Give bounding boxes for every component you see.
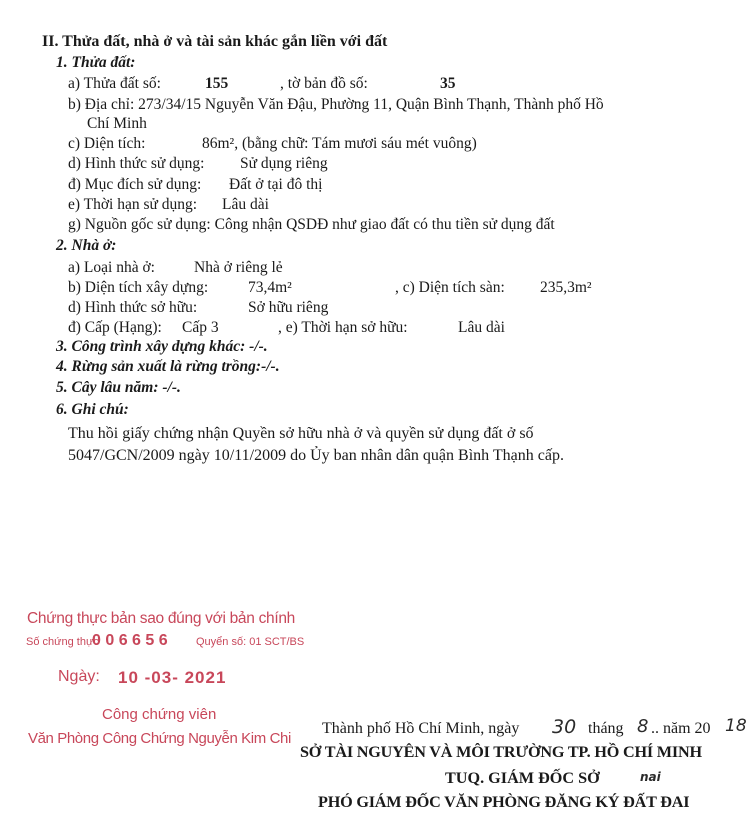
use-form-value: Sử dụng riêng [240, 155, 328, 172]
year-label: .. năm 20 [651, 720, 711, 737]
grade-label: đ) Cấp (Hạng): [68, 319, 162, 336]
purpose-value: Đất ở tại đô thị [229, 176, 323, 193]
use-form-label: d) Hình thức sử dụng: [68, 155, 205, 172]
own-term-label: , e) Thời hạn sở hữu: [278, 319, 408, 336]
notes-line-2: 5047/GCN/2009 ngày 10/11/2009 do Ủy ban nhân dân quận Bình Thạnh cấp. [68, 447, 564, 464]
build-area-value: 73,4m² [248, 279, 292, 296]
term-value: Lâu dài [222, 196, 269, 213]
sign-month: 8 [637, 716, 649, 737]
stamp-line-1: Chứng thực bản sao đúng với bản chính [27, 610, 295, 627]
area-label: c) Diện tích: [68, 135, 146, 152]
month-label: tháng [588, 720, 624, 737]
house-heading: 2. Nhà ở: [56, 237, 117, 254]
stamp-cert-number: 0 0 6 6 5 6 [92, 632, 168, 649]
signature-authority-handwriting: nai [640, 770, 661, 784]
house-type-label: a) Loại nhà ở: [68, 259, 155, 276]
notes-line-1: Thu hồi giấy chứng nhận Quyền sở hữu nhà ở và quyền sử dụng đất ở số [68, 425, 534, 442]
forest: 4. Rừng sản xuất là rừng trồng:-/-. [56, 358, 280, 375]
area-value: 86m², (bằng chữ: Tám mươi sáu mét vuông) [202, 135, 477, 152]
own-form-value: Sở hữu riêng [248, 299, 329, 316]
address-line-1: b) Địa chỉ: 273/34/15 Nguyễn Văn Đậu, Phường 11, Quận Bình Thạnh, Thành phố Hồ [68, 96, 604, 113]
stamp-cert-label: Số chứng thực [26, 636, 99, 648]
stamp-date-label: Ngày: [58, 668, 100, 685]
signature-position: PHÓ GIÁM ĐỐC VĂN PHÒNG ĐĂNG KÝ ĐẤT ĐAI [318, 793, 690, 811]
sign-day: 30 [552, 716, 577, 738]
land-heading: 1. Thửa đất: [56, 54, 136, 71]
parcel-number: 155 [205, 75, 229, 92]
term-label: e) Thời hạn sử dụng: [68, 196, 198, 213]
section-title: II. Thửa đất, nhà ở và tài sản khác gắn liền với đất [42, 33, 388, 50]
own-term-value: Lâu dài [458, 319, 505, 336]
stamp-notary-title: Công chứng viên [102, 706, 217, 723]
map-number: 35 [440, 75, 456, 92]
address-line-2: Chí Minh [87, 115, 147, 132]
build-area-label: b) Diện tích xây dựng: [68, 279, 209, 296]
map-label: , tờ bản đồ số: [280, 75, 368, 92]
perennial: 5. Cây lâu năm: -/-. [56, 379, 181, 396]
sign-year-suffix: 18 [725, 716, 747, 736]
stamp-office: Văn Phòng Công Chứng Nguyễn Kim Chi [28, 730, 291, 747]
stamp-book: Quyển số: 01 SCT/BS [196, 636, 305, 648]
floor-area-label: , c) Diện tích sàn: [395, 279, 505, 296]
grade-value: Cấp 3 [182, 319, 219, 336]
notes-heading: 6. Ghi chú: [56, 401, 129, 418]
origin: g) Nguồn gốc sử dụng: Công nhận QSDĐ như giao đất có thu tiền sử dụng đất [68, 216, 555, 233]
other-works: 3. Công trình xây dựng khác: -/-. [56, 338, 268, 355]
floor-area-value: 235,3m² [540, 279, 592, 296]
own-form-label: d) Hình thức sở hữu: [68, 299, 198, 316]
purpose-label: đ) Mục đích sử dụng: [68, 176, 202, 193]
parcel-label: a) Thửa đất số: [68, 75, 161, 92]
place-date-prefix: Thành phố Hồ Chí Minh, ngày [322, 720, 520, 737]
stamp-date-value: 10 -03- 2021 [118, 668, 227, 687]
signature-authority: TUQ. GIÁM ĐỐC SỞ [445, 769, 600, 787]
signature-org: SỞ TÀI NGUYÊN VÀ MÔI TRƯỜNG TP. HỒ CHÍ MINH [300, 743, 702, 761]
house-type-value: Nhà ở riêng lẻ [194, 259, 283, 276]
